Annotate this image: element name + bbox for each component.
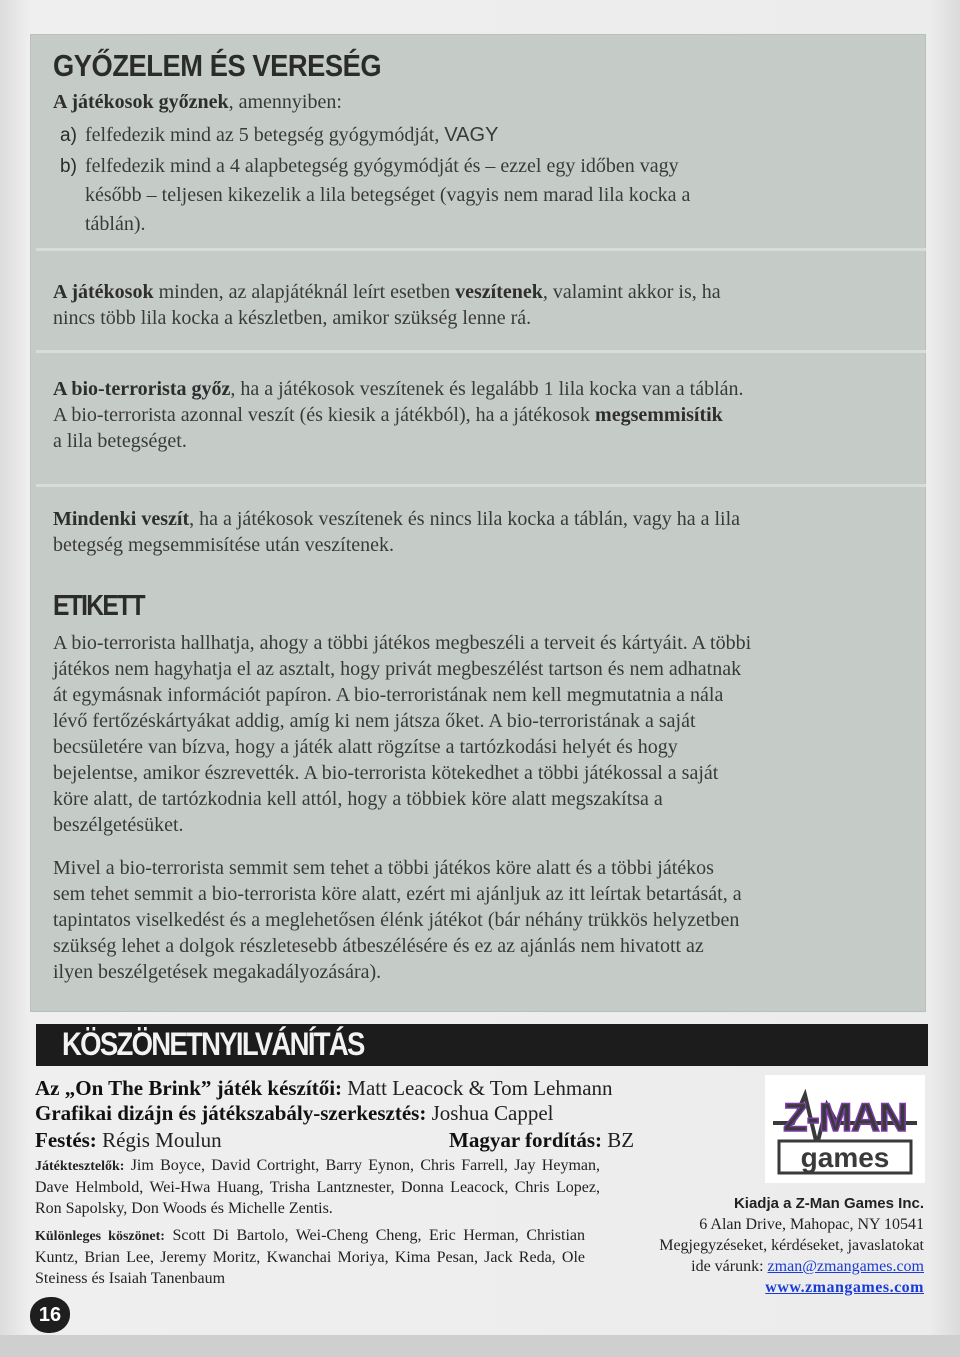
everyone-loses-paragraph: Mindenki veszít, ha a játékosok veszítenek és nincs lila kocka a táblán, vagy ha a lila betegség megsemmisítése után veszítenek. bbox=[53, 508, 741, 556]
list-marker: b) bbox=[60, 156, 77, 177]
zman-logo-icon bbox=[765, 1075, 925, 1183]
credit-makers: Az „On The Brink” játék készítői: Matt Leacock & Tom Lehmann bbox=[35, 1076, 613, 1100]
divider bbox=[36, 248, 926, 251]
publisher-info bbox=[659, 1193, 924, 1298]
svg-text:Z-MAN: Z-MAN bbox=[783, 1096, 907, 1140]
divider bbox=[36, 350, 926, 353]
divider bbox=[36, 484, 926, 487]
etiquette-paragraph-2: Mivel a bio-terrorista semmit sem tehet a többi játékos köre alatt és a többi játékos sem tehet semmit a bio-terrorista köre alatt, ezért mi ajánljuk az itt leírtak betartását, a tapintatos viselkedést és a meglehetősen élénk játékot (bár néhány trükkös helyzetben szükség lehet a dolgok részletesebb átbeszélésére és ez az ajánlás nem hivatott az ilyen beszélgetések megakadályozására). bbox=[53, 857, 742, 983]
victory-intro: A játékosok győznek, amennyiben: bbox=[53, 91, 342, 113]
zman-games-logo bbox=[765, 1075, 925, 1183]
page-number: 16 bbox=[30, 1297, 70, 1333]
credit-design: Grafikai dizájn és játékszabály-szerkesztés: Joshua Cappel bbox=[35, 1101, 554, 1125]
list-item bbox=[60, 152, 690, 239]
etiquette-title: ETIKETT bbox=[53, 590, 144, 622]
list-text: táblán). bbox=[85, 213, 146, 235]
svg-text:games: games bbox=[800, 1142, 890, 1173]
bioterrorist-paragraph: A bio-terrorista győz, ha a játékosok veszítenek és legalább 1 lila kocka van a táblán. A bio-terrorista azonnal veszít (és kiesik a játékból), ha a játékosok megsemmisítik a lila betegséget. bbox=[53, 378, 744, 452]
list-item bbox=[60, 121, 498, 150]
credit-testers: Játéktesztelők: Jim Boyce, David Cortright, Barry Eynon, Chris Farrell, Jay Heyman, Dave Helmbold, Wei-Hwa Huang, Trisha Lantznester, Donna Leacock, Chris Lopez, Ron Sapolsky, Don Woods és Michelle Zentis. bbox=[35, 1157, 600, 1217]
contact-text: ide várunk: bbox=[691, 1258, 768, 1275]
bottom-strip bbox=[0, 1335, 960, 1357]
credit-translation: Magyar fordítás: BZ bbox=[449, 1128, 635, 1152]
email-link[interactable]: zman@zmangames.com bbox=[767, 1258, 924, 1275]
publisher-address: 6 Alan Drive, Mahopac, NY 10541 bbox=[699, 1216, 924, 1233]
list-emphasis: VAGY bbox=[444, 124, 499, 146]
credits-title: KÖSZÖNETNYILVÁNÍTÁS bbox=[62, 1026, 364, 1062]
list-text: később – teljesen kikezelik a lila betegséget (vagyis nem marad lila kocka a bbox=[85, 184, 691, 206]
credit-art: Festés: Régis Moulun bbox=[35, 1128, 222, 1152]
etiquette-paragraph-1: A bio-terrorista hallhatja, ahogy a többi játékos megbeszéli a terveit és kártyáit. A többi játékos nem hagyhatja el az asztalt, hogy privát megbeszélést tartson és nem adhatnak át egymásnak információt papíron. A bio-terroristának nem kell megmutatnia a nála lévő fertőzéskártyákat addig, amíg ki nem játsza őket. A bio-terroristának a saját becsületére van bízva, hogy a játék alatt rögzítse a tartózkodási helyét és hogy bejelentse, amikor észrevették. A bio-terrorista kötekedhet a többi játékossal a saját köre alatt, de tartózkodnia kell attól, hogy a többiek köre alatt megszakítsa a beszélgetésüket. bbox=[53, 632, 752, 836]
credit-special-thanks: Különleges köszönet: Scott Di Bartolo, Wei-Cheng Cheng, Eric Herman, Christian Kuntz, Brian Lee, Jeremy Moritz, Kwanchai Moriya, Kima Pesan, Jack Reda, Ole Steiness és Isaiah Tanenbaum bbox=[35, 1227, 585, 1287]
publisher-name: Kiadja a Z-Man Games Inc. bbox=[733, 1195, 924, 1212]
victory-title: GYŐZELEM ÉS VERESÉG bbox=[53, 48, 382, 83]
contact-text: Megjegyzéseket, kérdéseket, javaslatokat bbox=[659, 1237, 924, 1254]
list-text: felfedezik mind az 5 betegség gyógymódját, bbox=[85, 124, 445, 146]
website-link[interactable]: www.zmangames.com bbox=[765, 1279, 924, 1296]
lose-paragraph: A játékosok minden, az alapjátéknál leírt esetben veszítenek, valamint akkor is, ha nincs több lila kocka a készletben, amikor szükség lenne rá. bbox=[53, 281, 721, 329]
list-marker: a) bbox=[60, 125, 77, 146]
list-text: felfedezik mind a 4 alapbetegség gyógymódját és – ezzel egy időben vagy bbox=[85, 155, 679, 177]
